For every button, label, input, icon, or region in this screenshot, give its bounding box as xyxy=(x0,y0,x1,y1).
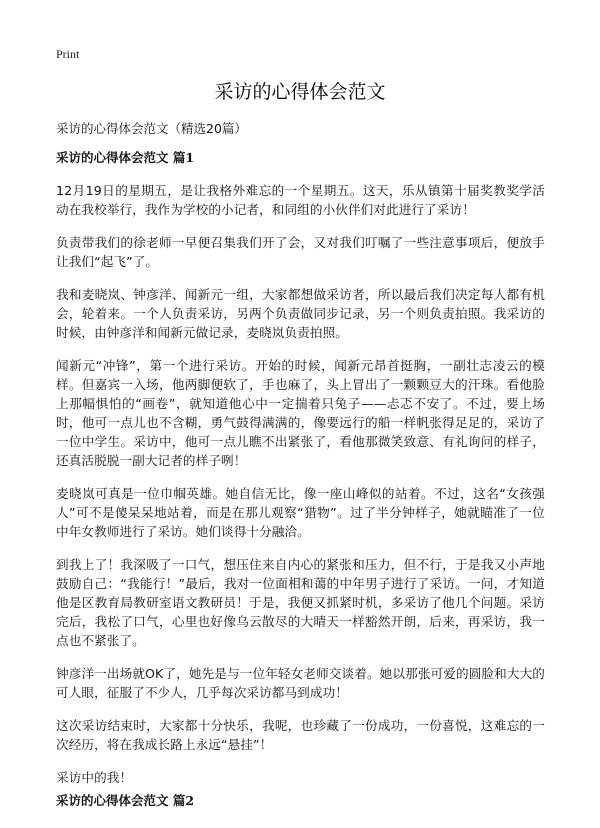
paragraph-4: 闻新元“冲锋”，第一个进行采访。开始的时候，闻新元昂首挺胸，一副壮志凌云的模样。但嘉宾一入场，他两脚便软了，手也麻了，头上冒出了一颗颗豆大的汗珠。看他脸上那幅惧怕的“画卷”，就知道他心中一定揣着只兔子——忐忑不安了。不过，要上场时，他可一点儿也不含糊，勇气鼓得满满的，像要远行的船一样帆张得足足的，采访了一位中学生。采访中，他可一点儿瞧不出紧张了，看他那微笑致意、有礼询问的样子，还真活脱脱一副大记者的样子咧！ xyxy=(56,358,545,468)
section-heading-2: 采访的心得体会范文 篇2 xyxy=(56,793,195,808)
document-subtitle: 采访的心得体会范文（精选20篇） xyxy=(56,121,247,136)
paragraph-6: 到我上了！我深吸了一口气，想压住来自内心的紧张和压力，但不行，于是我又小声地鼓励自己：“我能行！”最后，我对一位面相和蔼的中年男子进行了采访。一问，才知道他是区教育局教研室语文教研员！于是，我便又抓紧时机，多采访了他几个问题。采访完后，我松了口气，心里也好像乌云散尽的大晴天一样豁然开朗，后来，再采访，我一点也不紧张了。 xyxy=(56,557,545,648)
page-title: 采访的心得体会范文 xyxy=(214,81,386,103)
article-body xyxy=(56,181,545,787)
section-heading-1: 采访的心得体会范文 篇1 xyxy=(56,150,195,165)
paragraph-8: 这次采访结束时，大家都十分快乐，我呢，也珍藏了一份成功，一份喜悦，这难忘的一次经历，将在我成长路上永远“悬挂”！ xyxy=(56,718,545,752)
paragraph-2: 负责带我们的徐老师一早便召集我们开了会，又对我们叮嘱了一些注意事项后，便放手让我们“起飞”了。 xyxy=(56,235,545,269)
print-link[interactable]: Print xyxy=(56,47,80,61)
paragraph-3: 我和麦晓岚、钟彦洋、闻新元一组，大家都想做采访者，所以最后我们决定每人都有机会，轮着来。一个人负责采访，另两个负责做同步记录，另一个则负责拍照。我采访的时候，由钟彦洋和闻新元做记录，麦晓岚负责拍照。 xyxy=(56,287,545,340)
paragraph-5: 麦晓岚可真是一位巾帼英雄。她自信无比，像一座山峰似的站着。不过，这名“女孩强人”可不是傻呆呆地站着，而是在那儿观察“猎物”。过了半分钟样子，她就瞄准了一位中年女教师进行了采访。她们谈得十分融洽。 xyxy=(56,486,545,539)
paragraph-9: 采访中的我！ xyxy=(56,770,133,785)
paragraph-7: 钟彦洋一出场就OK了，她先是与一位年轻女老师交谈着。她以那张可爱的圆脸和大大的可人眼，征服了不少人，几乎每次采访都马到成功！ xyxy=(56,666,545,700)
paragraph-1: 12月19日的星期五，是让我格外难忘的一个星期五。这天，乐从镇第十届奖教奖学活动在我校举行，我作为学校的小记者，和同组的小伙伴们对此进行了采访！ xyxy=(56,183,545,217)
